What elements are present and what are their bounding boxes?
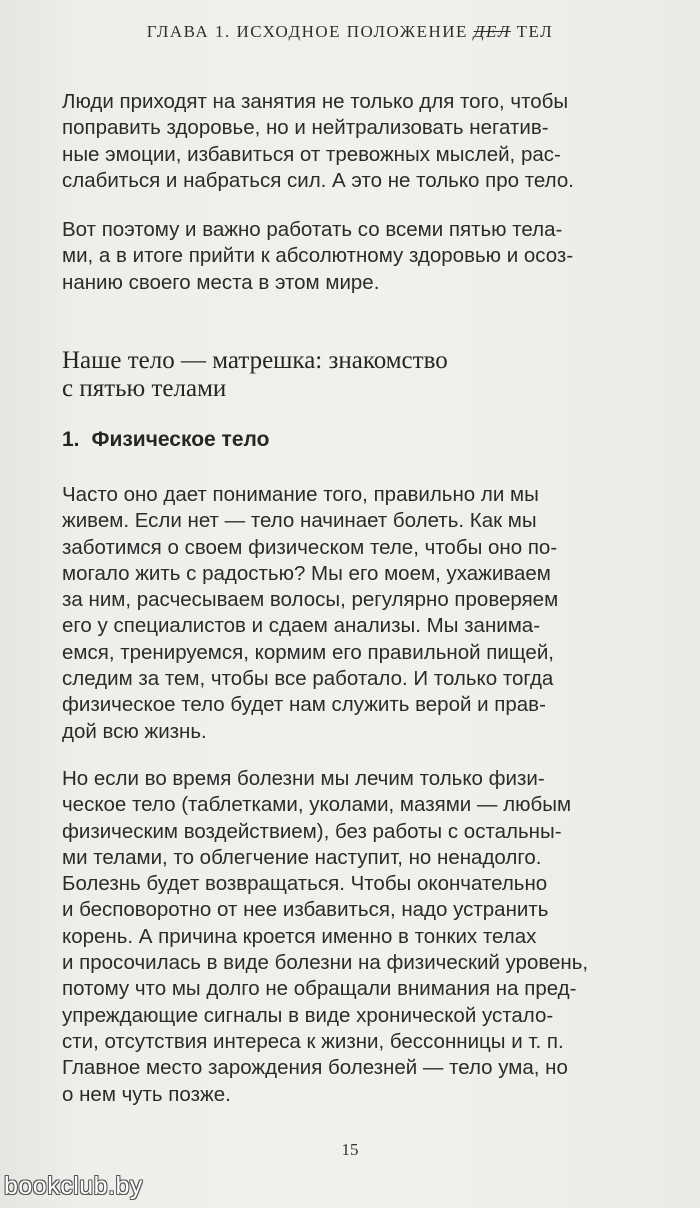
text-line: ми, а в итоге прийти к абсолютному здоровью и осоз- <box>62 244 574 268</box>
text-line: Болезнь будет возвращаться. Чтобы окончательно <box>62 872 548 896</box>
intro-paragraph-2 <box>62 217 652 296</box>
section-heading-line: с пятью телами <box>62 375 227 402</box>
text-line: его у специалистов и сдаем анализы. Мы занима- <box>62 614 541 638</box>
text-line: Главное место зарождения болезней — тело ума, но <box>62 1056 568 1080</box>
text-line: о нем чуть позже. <box>62 1082 231 1106</box>
text-line: Вот поэтому и важно работать со всеми пятью тела- <box>62 218 563 241</box>
section-heading-line: Наше тело — матрешка: знакомство <box>62 347 448 374</box>
text-line: упреждающие сигналы в виде хронической устало- <box>62 1003 554 1027</box>
section-heading <box>62 347 652 403</box>
body-paragraph-2 <box>62 766 652 1108</box>
text-line: ми телами, то облегчение наступит, но ненадолго. <box>62 845 542 869</box>
subsection-number: 1. <box>62 428 80 451</box>
running-head-start: ГЛАВА 1. ИСХОДНОЕ ПОЛОЖЕНИЕ <box>146 22 468 41</box>
text-line: корень. А причина кроется именно в тонких телах <box>62 924 537 948</box>
text-line: и бесповоротно от нее избавиться, надо устранить <box>62 898 549 922</box>
subsection-title: Физическое тело <box>91 428 270 451</box>
text-line: Люди приходят на занятия не только для того, чтобы <box>62 90 569 113</box>
text-line: следим за тем, чтобы все работало. И только тогда <box>62 667 554 691</box>
page-number: 15 <box>341 1140 359 1159</box>
text-line: дой всю жизнь. <box>62 719 207 743</box>
text-line: потому что мы долго не обращали внимания на пред- <box>62 977 577 1001</box>
subsection-heading <box>62 428 269 452</box>
text-line: нанию своего места в этом мире. <box>62 270 380 294</box>
text-line: ные эмоции, избавиться от тревожных мыслей, рас- <box>62 142 561 166</box>
running-head <box>140 22 560 42</box>
text-line: Часто оно дает понимание того, правильно ли мы <box>62 483 539 506</box>
intro-paragraph-1 <box>62 89 652 194</box>
text-line: и просочилась в виде болезни на физический уровень, <box>62 951 589 975</box>
text-line: за ним, расчесываем волосы, регулярно проверяем <box>62 588 559 612</box>
running-head-struck-word: ДЕЛ <box>473 22 511 41</box>
running-head-end: ТЕЛ <box>516 22 554 41</box>
text-line: Но если во время болезни мы лечим только физи- <box>62 767 545 790</box>
text-line: физическое тело будет нам служить верой и прав- <box>62 693 546 717</box>
text-line: живем. Если нет — тело начинает болеть. Как мы <box>62 509 537 533</box>
body-paragraph-1 <box>62 482 652 745</box>
text-line: слабиться и набраться сил. А это не только про тело. <box>62 168 574 192</box>
text-line: могало жить с радостью? Мы его моем, ухаживаем <box>62 561 551 585</box>
watermark-logo: bookclub.by <box>4 1172 143 1200</box>
text-line: сти, отсутствия интереса к жизни, бессонницы и т. п. <box>62 1029 564 1053</box>
text-line: ческое тело (таблетками, уколами, мазями — любым <box>62 793 572 817</box>
text-line: физическим воздействием), без работы с остальны- <box>62 819 562 843</box>
text-line: заботимся о своем физическом теле, чтобы оно по- <box>62 535 558 559</box>
text-line: поправить здоровье, но и нейтрализовать негатив- <box>62 116 549 140</box>
text-line: емся, тренируемся, кормим его правильной пищей, <box>62 640 554 664</box>
